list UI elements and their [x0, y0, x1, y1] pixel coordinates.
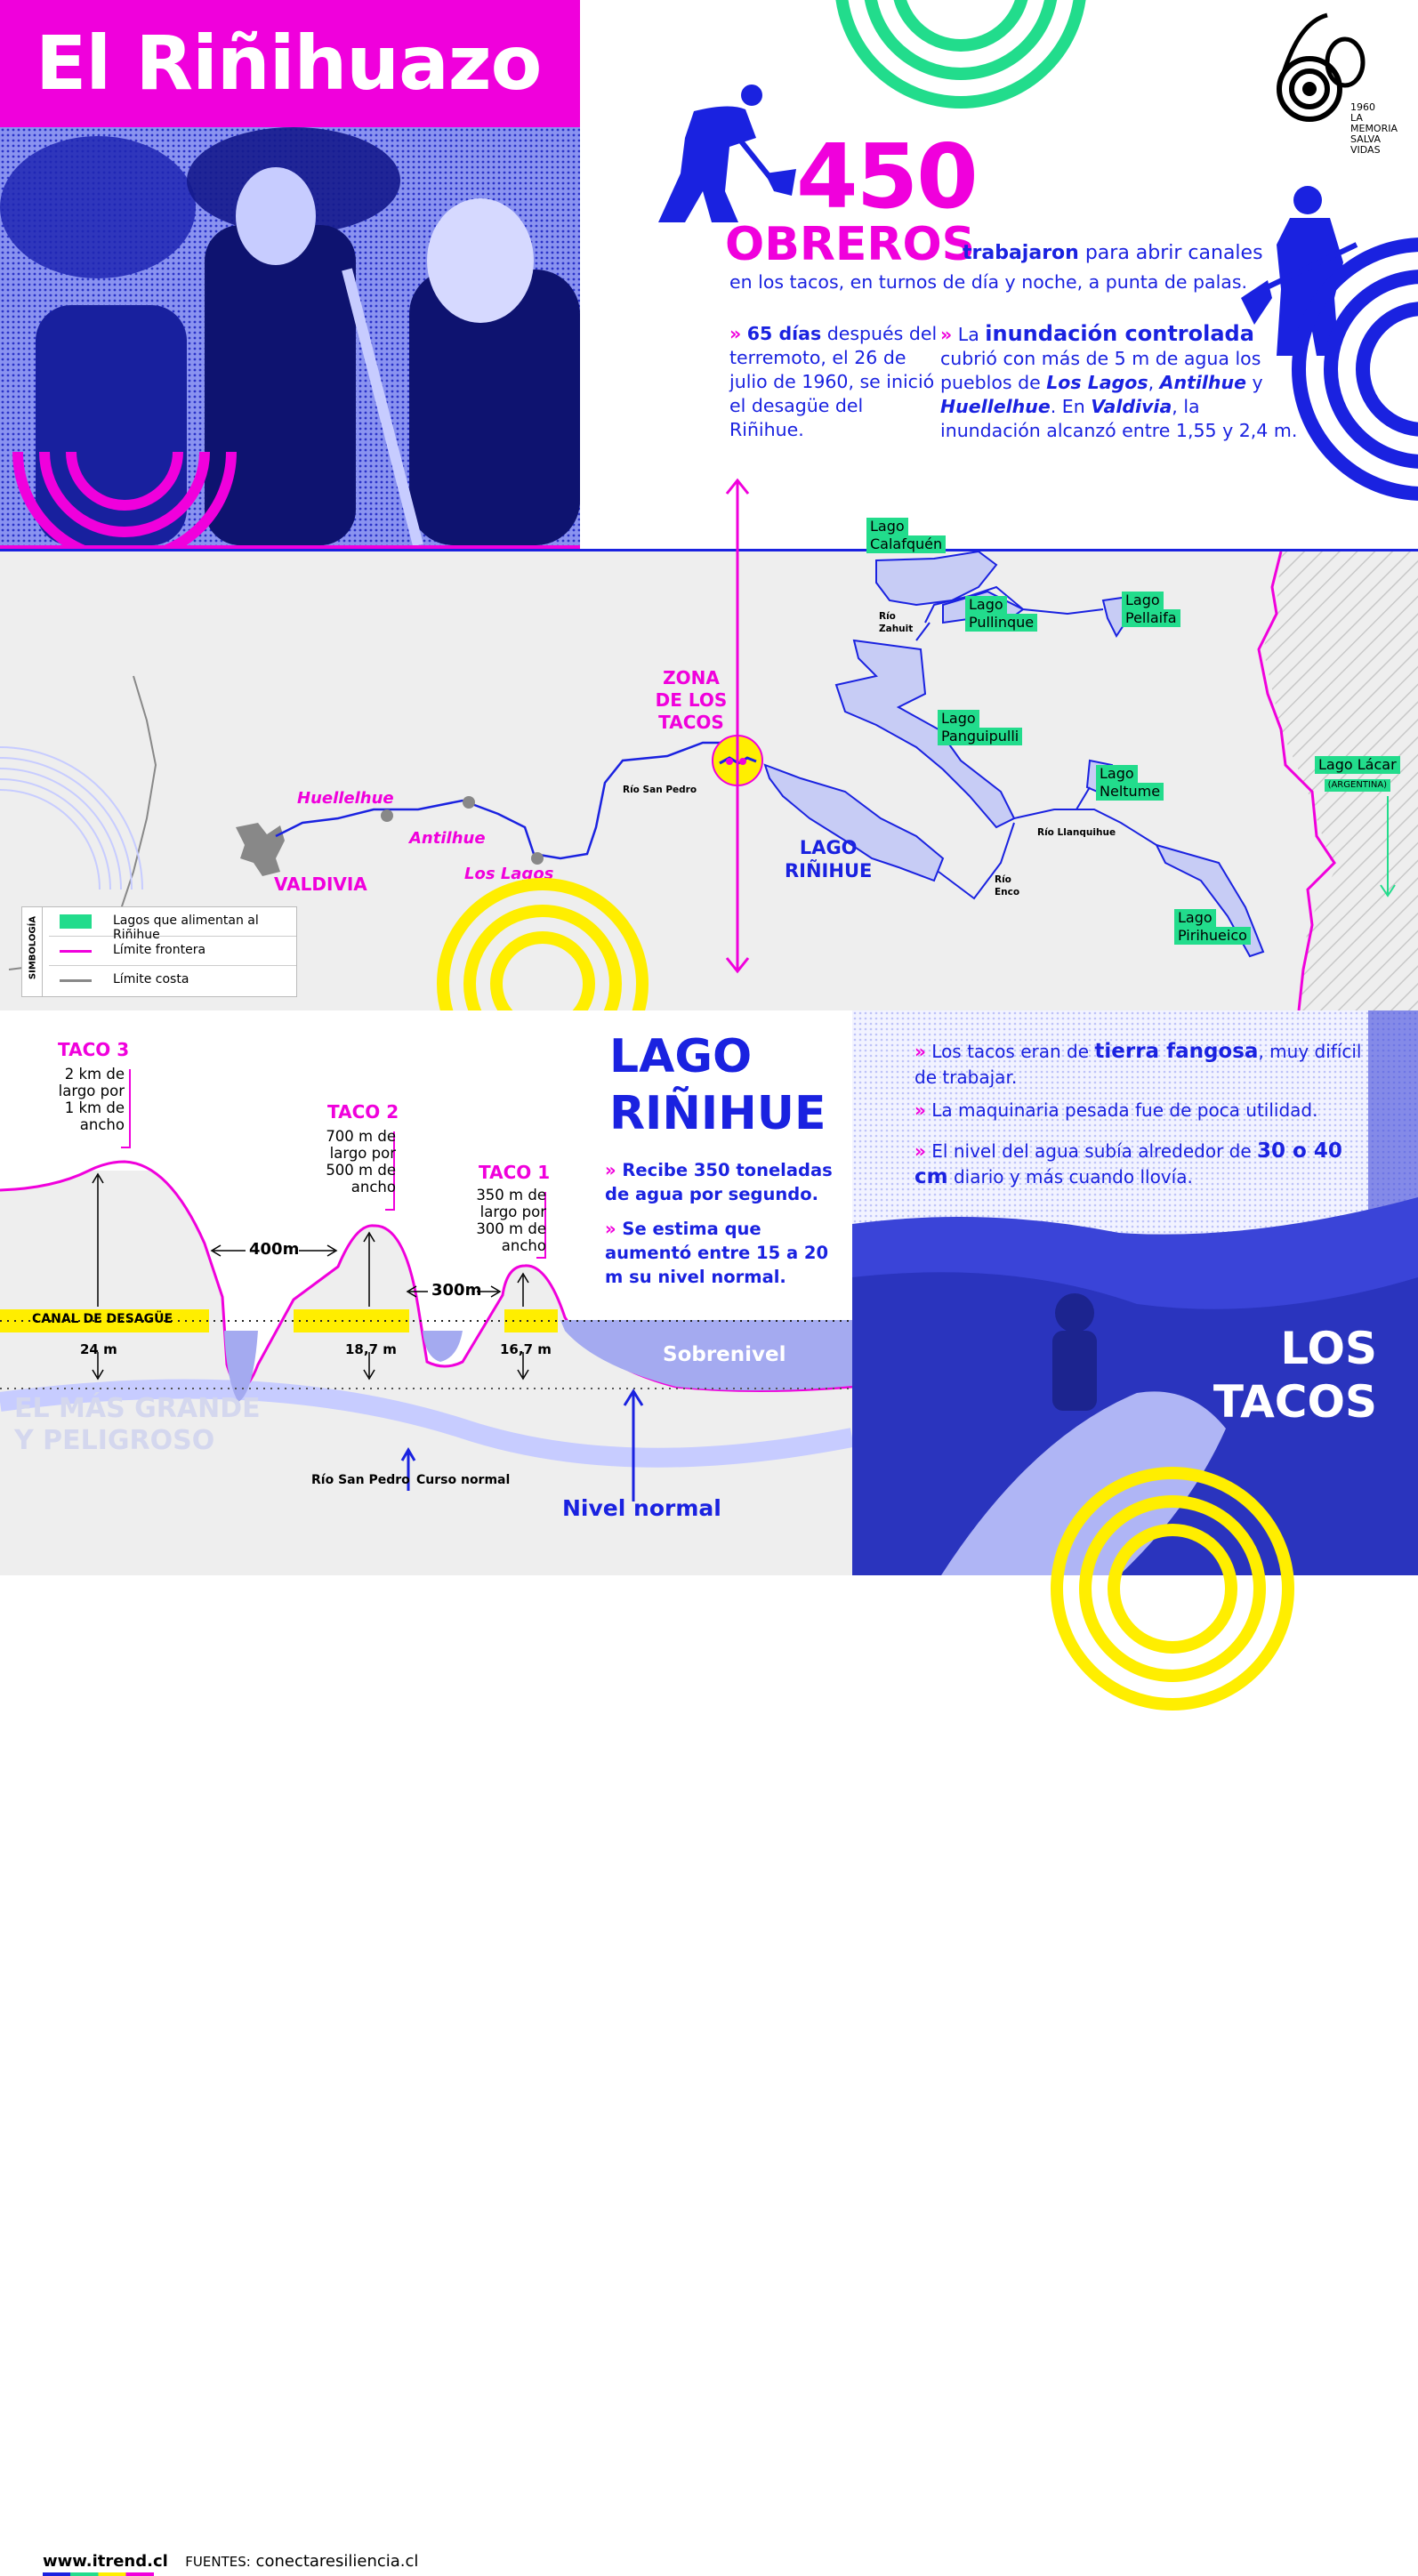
fact-b-pre: La: [957, 324, 986, 345]
taco2-desc: 700 m de largo por 500 m de ancho: [326, 1128, 396, 1195]
chevron-icon: »: [940, 324, 953, 345]
taco1-title: TACO 1: [479, 1162, 551, 1183]
tacos-bullet-3: » El nivel del agua subía alrededor de 30 o 40 cm diario y más cuando llovía.: [914, 1139, 1342, 1188]
taco1-desc: 350 m de largo por 300 m de ancho: [476, 1187, 546, 1254]
chevron-icon: »: [605, 1219, 616, 1239]
logo-60: [1272, 13, 1406, 156]
lago-bullet-1: » Recibe 350 toneladas de agua por segundo.: [605, 1160, 833, 1204]
taco3-title: TACO 3: [58, 1039, 130, 1060]
arc-decor-icon: [9, 452, 240, 550]
tacos-bullet-1: » Los tacos eran de tierra fangosa, muy difícil de trabajar.: [914, 1040, 1362, 1088]
label-rio-zahuit: Río Zahuit: [879, 611, 914, 634]
map-legend: [21, 906, 297, 997]
legend-border-label: Límite frontera: [113, 943, 206, 957]
footer-colorbar: [43, 2572, 154, 2576]
town-los-lagos: Los Lagos: [1046, 372, 1148, 393]
footer-label: FUENTES:: [185, 2554, 251, 2570]
chevron-icon: »: [729, 323, 742, 344]
fact-b-c2: y: [1246, 372, 1263, 393]
label-pullinque: Lago Pullinque: [965, 596, 1037, 632]
taco3-desc: 2 km de largo por 1 km de ancho: [58, 1066, 125, 1133]
fact-a-rest: después del terremoto, el 26 de julio de 1960, se inició el desagüe del Riñihue.: [729, 323, 938, 440]
label-panguipulli: Lago Panguipulli: [938, 710, 1022, 745]
logo-year: 1960: [1350, 101, 1375, 113]
workers-photo: [0, 127, 580, 545]
nivel-normal-label: Nivel normal: [562, 1495, 721, 1521]
chevron-icon: »: [605, 1160, 616, 1180]
legend-row-coast: [49, 966, 296, 994]
label-rio-enco: Río Enco: [995, 874, 1020, 898]
gray-line-icon: [60, 979, 92, 982]
taco2-height: 18,7 m: [345, 1341, 397, 1357]
tacos-bullet-2: » La maquinaria pesada fue de poca utilidad.: [914, 1099, 1318, 1121]
fact-b-end: , la inundación alcanzó entre 1,55 y 2,4 m.: [940, 396, 1298, 441]
chevron-icon: »: [914, 1099, 926, 1121]
fact-desague: [729, 322, 939, 442]
pink-line-icon: [60, 950, 92, 953]
fact-inundacion: [940, 322, 1305, 443]
workers-label: OBREROS: [725, 218, 976, 271]
page-title: El Riñihuazo: [36, 20, 542, 107]
label-pellaifa: Lago Pellaifa: [1122, 592, 1180, 627]
gap-400: 400m: [249, 1240, 300, 1259]
fact-b-c1: ,: [1148, 372, 1160, 393]
logo-line1: LA MEMORIA: [1350, 112, 1398, 134]
legend-lakes-label: Lagos que alimentan al Riñihue: [113, 914, 259, 942]
label-huellelhue: Huellelhue: [297, 789, 394, 808]
town-valdivia: Valdivia: [1091, 396, 1172, 417]
lago-title: LAGO RIÑIHUE: [609, 1030, 826, 1140]
green-rings-icon: [827, 0, 1094, 111]
canal-label: CANAL DE DESAGÜE: [32, 1312, 173, 1326]
label-valdivia: VALDIVIA: [274, 873, 367, 895]
fact-b-bold: inundación controlada: [985, 321, 1254, 346]
label-antilhue: Antilhue: [409, 829, 486, 848]
label-rio-llanquihue: Río Llanquihue: [1037, 827, 1116, 838]
biggest-label: EL MÁS GRANDE Y PELIGROSO: [14, 1393, 261, 1456]
label-rio-san-pedro: Río San Pedro: [623, 785, 697, 795]
valdivia-shape: [236, 823, 285, 876]
sobrenivel-label: Sobrenivel: [663, 1343, 786, 1366]
workers-rest1: para abrir canales: [1078, 242, 1263, 264]
footer-site[interactable]: www.itrend.cl: [43, 2552, 168, 2571]
label-pirihueico: Lago Pirihueico: [1174, 909, 1251, 945]
label-lago-rinihue: LAGO RIÑIHUE: [785, 837, 873, 881]
workers-verb: trabajaron: [963, 242, 1079, 264]
town-antilhue: Antilhue: [1159, 372, 1247, 393]
label-lacar: Lago Lácar (ARGENTINA): [1315, 756, 1400, 792]
label-neltume: Lago Neltume: [1096, 765, 1164, 801]
footer-source[interactable]: conectaresiliencia.cl: [255, 2552, 419, 2571]
digging-worker-icon: [641, 85, 801, 227]
label-zona-tacos: ZONA DE LOS TACOS: [655, 667, 728, 733]
legend-title: SIMBOLOGÍA: [28, 915, 38, 980]
chevron-icon: »: [914, 1140, 926, 1162]
logo-line2: SALVA VIDAS: [1350, 133, 1381, 156]
curso-normal-label: Curso normal: [416, 1473, 511, 1487]
gap-300: 300m: [431, 1281, 482, 1300]
workers-rest2: en los tacos, en turnos de día y noche, a punta de palas.: [729, 271, 1248, 293]
legend-row-lakes: [49, 907, 296, 942]
footer: [43, 2552, 418, 2576]
taco3-height: 24 m: [80, 1341, 117, 1357]
tacos-photo: [852, 1010, 1418, 1575]
chevron-icon: »: [914, 1041, 926, 1062]
tacos-title: LOS TACOS: [1213, 1323, 1377, 1428]
green-swatch-icon: [60, 914, 92, 929]
rio-san-pedro-label: Río San Pedro: [311, 1473, 410, 1487]
tacos-section: [852, 1010, 1418, 1575]
town-huellelhue: Huellelhue: [940, 396, 1051, 417]
taco2-title: TACO 2: [327, 1101, 399, 1123]
profile-section: [0, 1010, 852, 2571]
lago-bullet-2: » Se estima que aumentó entre 15 a 20 m su nivel normal.: [605, 1219, 829, 1287]
workers-number: 450: [796, 125, 977, 229]
fact-a-bold: 65 días: [746, 323, 822, 344]
taco1-height: 16,7 m: [500, 1341, 552, 1357]
fact-b-mid: cubrió con más de 5 m de agua los pueblos de: [940, 348, 1261, 393]
fact-b-mid2: . En: [1050, 396, 1092, 417]
label-calafquen: Lago Calafquén: [866, 518, 946, 553]
label-los-lagos: Los Lagos: [464, 865, 554, 883]
legend-coast-label: Límite costa: [113, 972, 189, 986]
legend-row-border: [49, 937, 296, 966]
